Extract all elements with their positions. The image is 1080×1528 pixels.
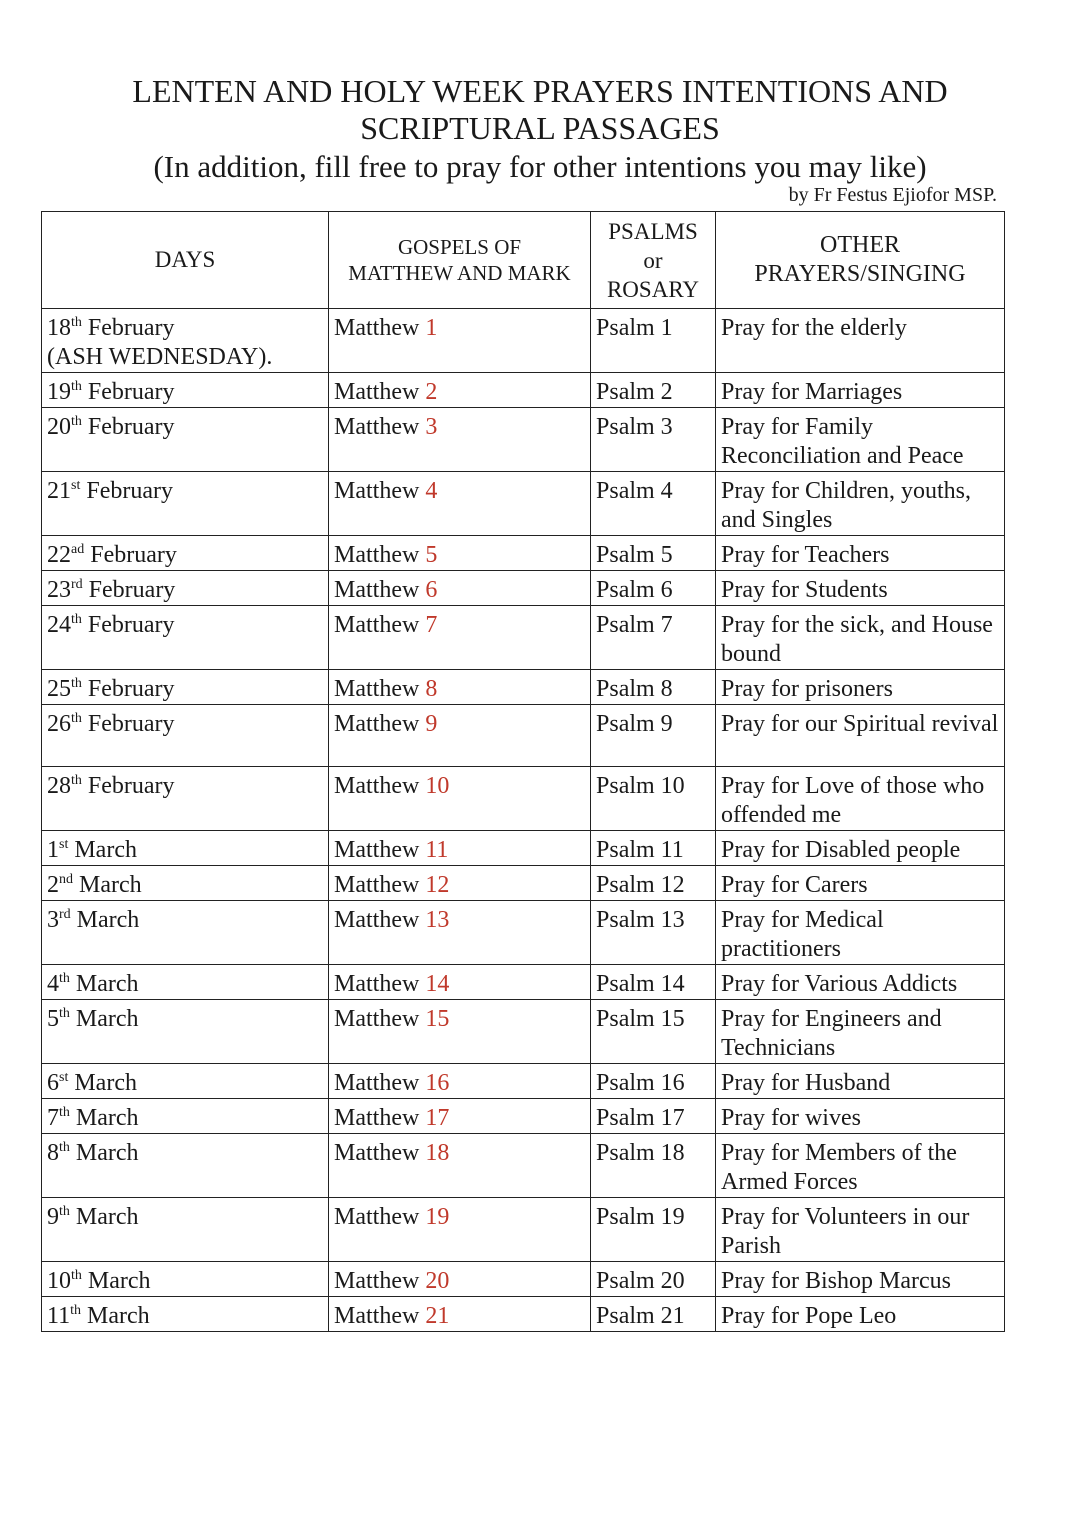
gospel-chapter: 13 — [425, 907, 450, 933]
gospel-book: Matthew — [334, 1204, 420, 1230]
cell-day — [42, 309, 329, 373]
gospel-chapter: 7 — [425, 612, 438, 638]
day-month: February — [87, 379, 175, 405]
cell-gospel — [329, 866, 591, 901]
header-psalms-line2: or — [643, 247, 663, 273]
day-month: March — [79, 872, 142, 898]
gospel-chapter: 15 — [425, 1006, 450, 1032]
day-suffix: th — [71, 711, 82, 726]
day-month: February — [86, 478, 173, 504]
cell-day — [42, 831, 329, 866]
header-gospels — [329, 212, 591, 309]
table-row — [42, 408, 1005, 472]
cell-psalm: Psalm 16 — [591, 1064, 716, 1099]
day-month: February — [88, 577, 176, 603]
day-suffix: rd — [71, 577, 83, 592]
prayer-schedule-table — [41, 211, 1005, 1332]
cell-day — [42, 1064, 329, 1099]
cell-psalm: Psalm 7 — [591, 606, 716, 670]
cell-day — [42, 1297, 329, 1332]
gospel-book: Matthew — [334, 1105, 420, 1131]
cell-day — [42, 472, 329, 536]
gospel-book: Matthew — [334, 837, 420, 863]
day-suffix: th — [71, 414, 82, 429]
cell-prayer: Pray for prisoners — [716, 670, 1005, 705]
day-suffix: th — [59, 1140, 70, 1155]
cell-gospel — [329, 901, 591, 965]
cell-gospel — [329, 1297, 591, 1332]
day-number: 28 — [47, 773, 71, 799]
cell-gospel — [329, 1198, 591, 1262]
cell-gospel — [329, 309, 591, 373]
cell-prayer: Pray for Teachers — [716, 536, 1005, 571]
day-suffix: st — [71, 478, 81, 493]
day-number: 3 — [47, 907, 59, 933]
day-number: 10 — [47, 1268, 71, 1294]
cell-day — [42, 901, 329, 965]
day-number: 26 — [47, 711, 71, 737]
cell-psalm: Psalm 21 — [591, 1297, 716, 1332]
gospel-chapter: 5 — [425, 542, 438, 568]
header-other — [716, 212, 1005, 309]
cell-gospel — [329, 1262, 591, 1297]
table-row — [42, 472, 1005, 536]
cell-prayer: Pray for Volunteers in our Parish — [716, 1198, 1005, 1262]
day-month: March — [87, 1268, 151, 1294]
day-suffix: th — [59, 1204, 70, 1219]
table-row — [42, 606, 1005, 670]
day-number: 9 — [47, 1204, 59, 1230]
cell-psalm: Psalm 5 — [591, 536, 716, 571]
gospel-book: Matthew — [334, 577, 420, 603]
cell-psalm: Psalm 17 — [591, 1099, 716, 1134]
cell-psalm: Psalm 15 — [591, 1000, 716, 1064]
header-psalms-line3: ROSARY — [606, 276, 700, 302]
day-number: 5 — [47, 1006, 59, 1032]
cell-gospel — [329, 1064, 591, 1099]
cell-day — [42, 606, 329, 670]
header-other-line2: PRAYERS/SINGING — [754, 261, 966, 287]
header-other-line1: OTHER — [820, 232, 900, 258]
cell-prayer: Pray for Various Addicts — [716, 965, 1005, 1000]
day-number: 11 — [47, 1303, 71, 1329]
day-suffix: th — [71, 315, 82, 330]
gospel-chapter: 16 — [425, 1070, 450, 1096]
day-note: (ASH WEDNESDAY). — [47, 344, 273, 370]
day-month: March — [74, 1070, 137, 1096]
table-row — [42, 373, 1005, 408]
gospel-book: Matthew — [334, 414, 420, 440]
day-month: March — [74, 837, 137, 863]
day-number: 20 — [47, 414, 71, 440]
cell-psalm: Psalm 2 — [591, 373, 716, 408]
cell-gospel — [329, 1099, 591, 1134]
day-month: March — [75, 971, 139, 997]
cell-prayer: Pray for Family Reconciliation and Peace — [716, 408, 1005, 472]
day-suffix: ad — [71, 542, 85, 557]
day-month: February — [87, 414, 175, 440]
cell-prayer: Pray for Pope Leo — [716, 1297, 1005, 1332]
gospel-book: Matthew — [334, 872, 420, 898]
table-row — [42, 1134, 1005, 1198]
cell-day — [42, 571, 329, 606]
cell-gospel — [329, 536, 591, 571]
table-row — [42, 571, 1005, 606]
table-header-row — [42, 212, 1005, 309]
day-number: 18 — [47, 315, 71, 341]
cell-psalm: Psalm 9 — [591, 705, 716, 767]
gospel-book: Matthew — [334, 773, 420, 799]
table-row — [42, 705, 1005, 767]
cell-gospel — [329, 670, 591, 705]
cell-day — [42, 408, 329, 472]
day-suffix: th — [71, 676, 82, 691]
day-suffix: st — [59, 1070, 69, 1085]
gospel-book: Matthew — [334, 676, 420, 702]
cell-gospel — [329, 831, 591, 866]
day-month: March — [75, 1204, 139, 1230]
day-number: 25 — [47, 676, 71, 702]
cell-psalm: Psalm 6 — [591, 571, 716, 606]
gospel-chapter: 4 — [425, 478, 438, 504]
gospel-chapter: 8 — [425, 676, 438, 702]
day-month: March — [75, 1006, 139, 1032]
cell-psalm: Psalm 13 — [591, 901, 716, 965]
gospel-chapter: 10 — [425, 773, 450, 799]
cell-gospel — [329, 1134, 591, 1198]
day-month: February — [87, 612, 175, 638]
table-row — [42, 1297, 1005, 1332]
cell-day — [42, 1099, 329, 1134]
day-month: March — [75, 1105, 139, 1131]
cell-prayer: Pray for wives — [716, 1099, 1005, 1134]
day-month: February — [87, 315, 175, 341]
gospel-book: Matthew — [334, 1140, 420, 1166]
cell-day — [42, 1198, 329, 1262]
day-number: 21 — [47, 478, 71, 504]
header-gospels-line1: GOSPELS OF — [397, 235, 522, 259]
cell-psalm: Psalm 1 — [591, 309, 716, 373]
table-row — [42, 1198, 1005, 1262]
cell-psalm: Psalm 12 — [591, 866, 716, 901]
day-month: March — [87, 1303, 150, 1329]
day-number: 22 — [47, 542, 71, 568]
gospel-book: Matthew — [334, 379, 420, 405]
cell-day — [42, 1000, 329, 1064]
table-row — [42, 767, 1005, 831]
cell-day — [42, 1262, 329, 1297]
cell-gospel — [329, 965, 591, 1000]
header-days: DAYS — [42, 212, 329, 309]
cell-psalm: Psalm 3 — [591, 408, 716, 472]
table-row — [42, 309, 1005, 373]
day-month: March — [76, 907, 140, 933]
gospel-book: Matthew — [334, 542, 420, 568]
gospel-chapter: 19 — [425, 1204, 450, 1230]
cell-gospel — [329, 1000, 591, 1064]
gospel-book: Matthew — [334, 1070, 420, 1096]
gospel-book: Matthew — [334, 971, 420, 997]
gospel-book: Matthew — [334, 1268, 420, 1294]
table-row — [42, 1064, 1005, 1099]
gospel-book: Matthew — [334, 315, 420, 341]
table-row — [42, 670, 1005, 705]
cell-psalm: Psalm 20 — [591, 1262, 716, 1297]
cell-gospel — [329, 408, 591, 472]
cell-day — [42, 965, 329, 1000]
cell-prayer: Pray for our Spiritual revival — [716, 705, 1005, 767]
day-number: 7 — [47, 1105, 59, 1131]
cell-day — [42, 536, 329, 571]
cell-prayer: Pray for Engineers and Technicians — [716, 1000, 1005, 1064]
day-number: 8 — [47, 1140, 59, 1166]
cell-prayer: Pray for Medical practitioners — [716, 901, 1005, 965]
cell-prayer: Pray for Members of the Armed Forces — [716, 1134, 1005, 1198]
gospel-chapter: 11 — [425, 837, 449, 863]
gospel-chapter: 14 — [425, 971, 450, 997]
gospel-chapter: 17 — [425, 1105, 450, 1131]
gospel-chapter: 9 — [425, 711, 438, 737]
day-suffix: th — [71, 773, 82, 788]
cell-prayer: Pray for Carers — [716, 866, 1005, 901]
day-number: 6 — [47, 1070, 59, 1096]
cell-psalm: Psalm 8 — [591, 670, 716, 705]
cell-gospel — [329, 571, 591, 606]
day-suffix: th — [71, 379, 82, 394]
gospel-chapter: 1 — [425, 315, 438, 341]
day-suffix: nd — [59, 872, 73, 887]
table-row — [42, 1262, 1005, 1297]
gospel-chapter: 21 — [425, 1303, 450, 1329]
page-title-line1: LENTEN AND HOLY WEEK PRAYERS INTENTIONS AND — [132, 73, 948, 109]
cell-day — [42, 767, 329, 831]
day-month: February — [90, 542, 177, 568]
day-month: February — [87, 711, 175, 737]
header-gospels-line2: MATTHEW AND MARK — [348, 261, 571, 285]
gospel-book: Matthew — [334, 612, 420, 638]
header-psalms-line1: PSALMS — [608, 218, 698, 244]
day-suffix: th — [70, 1303, 81, 1318]
day-month: March — [75, 1140, 139, 1166]
table-row — [42, 831, 1005, 866]
cell-psalm: Psalm 18 — [591, 1134, 716, 1198]
header-psalms — [591, 212, 716, 309]
cell-prayer: Pray for Marriages — [716, 373, 1005, 408]
gospel-chapter: 6 — [425, 577, 438, 603]
day-number: 24 — [47, 612, 71, 638]
table-row — [42, 901, 1005, 965]
gospel-book: Matthew — [334, 907, 420, 933]
page-subtitle: (In addition, fill free to pray for other intentions you may like) — [153, 149, 927, 184]
day-month: February — [87, 676, 175, 702]
cell-day — [42, 373, 329, 408]
gospel-chapter: 2 — [425, 379, 438, 405]
gospel-book: Matthew — [334, 1303, 420, 1329]
cell-gospel — [329, 472, 591, 536]
page-title-line2: SCRIPTURAL PASSAGES — [360, 110, 720, 146]
gospel-chapter: 20 — [425, 1268, 450, 1294]
cell-day — [42, 705, 329, 767]
table-row — [42, 1099, 1005, 1134]
cell-prayer: Pray for Disabled people — [716, 831, 1005, 866]
cell-prayer: Pray for the sick, and House bound — [716, 606, 1005, 670]
table-row — [42, 1000, 1005, 1064]
day-suffix: th — [71, 1268, 82, 1283]
day-number: 23 — [47, 577, 71, 603]
cell-psalm: Psalm 10 — [591, 767, 716, 831]
cell-gospel — [329, 606, 591, 670]
day-number: 4 — [47, 971, 59, 997]
cell-gospel — [329, 767, 591, 831]
day-suffix: th — [71, 612, 82, 627]
gospel-chapter: 12 — [425, 872, 450, 898]
day-suffix: rd — [59, 907, 71, 922]
table-row — [42, 866, 1005, 901]
cell-prayer: Pray for Bishop Marcus — [716, 1262, 1005, 1297]
author-credit: by Fr Festus Ejiofor MSP. — [788, 184, 997, 206]
cell-gospel — [329, 373, 591, 408]
cell-psalm: Psalm 19 — [591, 1198, 716, 1262]
gospel-book: Matthew — [334, 1006, 420, 1032]
day-number: 1 — [47, 837, 59, 863]
cell-psalm: Psalm 14 — [591, 965, 716, 1000]
cell-prayer: Pray for Love of those who offended me — [716, 767, 1005, 831]
cell-psalm: Psalm 11 — [591, 831, 716, 866]
cell-prayer: Pray for Students — [716, 571, 1005, 606]
table-row — [42, 536, 1005, 571]
cell-gospel — [329, 705, 591, 767]
cell-psalm: Psalm 4 — [591, 472, 716, 536]
cell-prayer: Pray for Husband — [716, 1064, 1005, 1099]
gospel-book: Matthew — [334, 478, 420, 504]
cell-prayer: Pray for Children, youths, and Singles — [716, 472, 1005, 536]
day-month: February — [87, 773, 175, 799]
day-suffix: th — [59, 1006, 70, 1021]
day-suffix: st — [59, 837, 69, 852]
gospel-chapter: 18 — [425, 1140, 450, 1166]
gospel-chapter: 3 — [425, 414, 438, 440]
cell-day — [42, 866, 329, 901]
table-row — [42, 965, 1005, 1000]
day-number: 2 — [47, 872, 59, 898]
gospel-book: Matthew — [334, 711, 420, 737]
day-suffix: th — [59, 971, 70, 986]
cell-day — [42, 670, 329, 705]
day-number: 19 — [47, 379, 71, 405]
cell-day — [42, 1134, 329, 1198]
cell-prayer: Pray for the elderly — [716, 309, 1005, 373]
day-suffix: th — [59, 1105, 70, 1120]
